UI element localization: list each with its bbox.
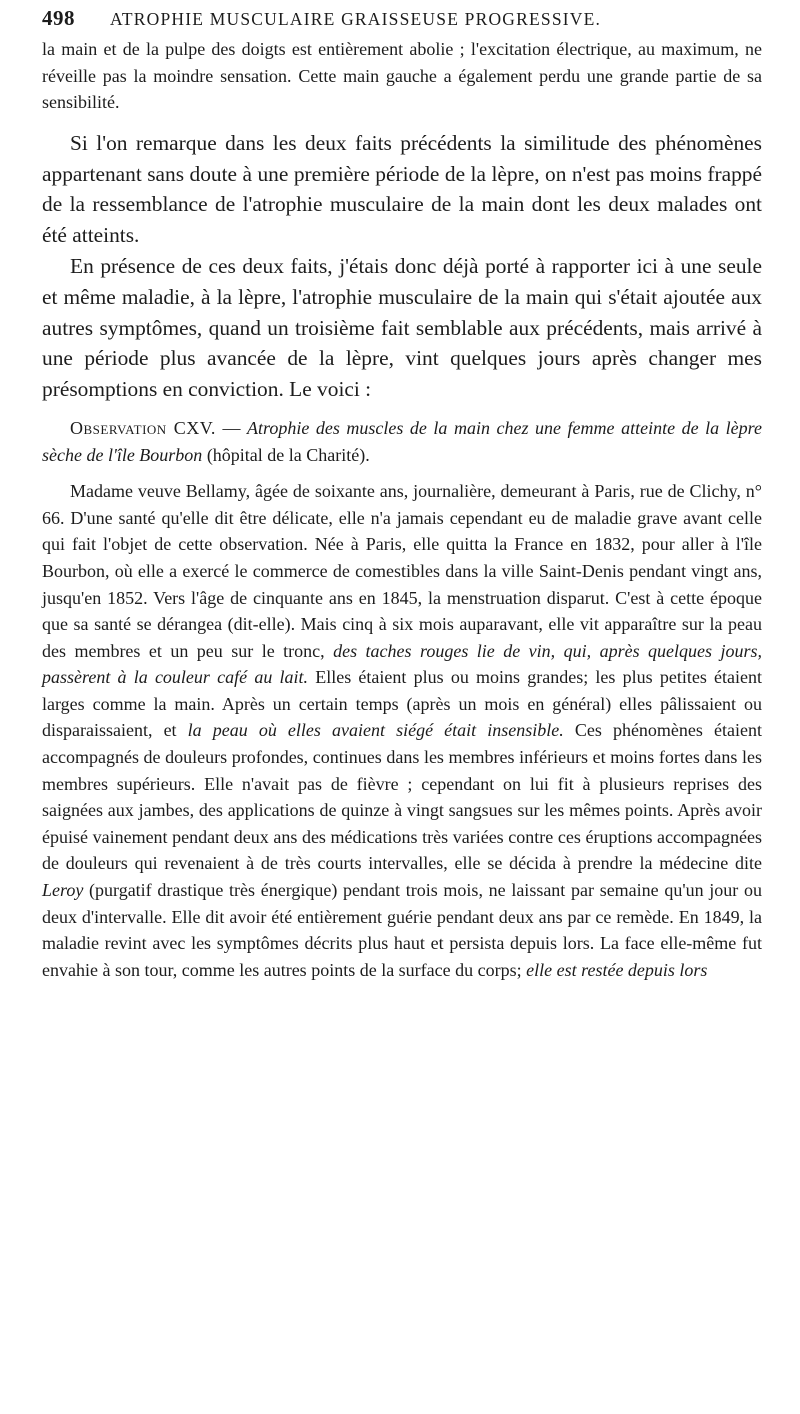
case-text-3: Ces phénomènes étaient accompagnés de douleurs profondes, continues dans les membres inférieurs et moins fortes dans les membres supérieurs. Elle n'avait pas de fièvre ; cependant on lui fit à plusieurs reprises des saignées aux jambes, des applications de quinze à vingt sangsues sur les mêmes points. Après avoir épuisé vainement pendant deux ans des médications très variées contre ces éruptions accompagnées de douleurs qui revenaient à de très courts intervalles, elle se décida à prendre la médecine dite bbox=[42, 720, 762, 874]
page-number: 498 bbox=[42, 6, 75, 30]
case-text-1: Madame veuve Bellamy, âgée de soixante ans, journalière, demeurant à Paris, rue de Clichy, n° 66. D'une santé qu'elle dit être délicate, elle n'a jamais cependant eu de maladie grave avant celle qui fait l'objet de cette observation. Née à Paris, elle quitta la France en 1832, pour aller à l'île Bourbon, où elle a exercé le commerce de comestibles dans la ville Saint-Denis pendant vingt ans, jusqu'en 1852. Vers l'âge de cinquante ans en 1845, la menstruation disparut. C'est à cette époque que sa santé se dérangea (dit-elle). Mais cinq à six mois auparavant, elle vit apparaître sur la peau des membres et un peu sur le tronc, bbox=[42, 481, 762, 661]
paragraph-similitude: Si l'on remarque dans les deux faits précédents la similitude des phénomènes appartenant sans doute à une première période de la lèpre, on n'est pas moins frappé de la ressemblance de l'atrophie musculaire de la main dont les deux malades ont été atteints. bbox=[42, 130, 762, 248]
observation-heading bbox=[42, 415, 762, 468]
case-text-4: (purgatif drastique très énergique) pendant trois mois, ne laissant par semaine qu'un jour ou deux d'intervalle. Elle dit avoir été entièrement guérie pendant deux ans par ce remède. En 1849, la maladie revint avec les symptômes décrits plus haut et persista depuis lors. La face elle-même fut envahie à son tour, comme les autres points de la surface du corps; bbox=[42, 880, 762, 980]
case-italic-4: elle est restée depuis lors bbox=[526, 959, 708, 980]
case-text-2: Elles étaient plus ou moins grandes; les plus petites étaient larges comme la main. Après un certain temps (après un mois en général) elles pâlissaient ou disparaissaient, et bbox=[42, 667, 762, 741]
case-description bbox=[42, 478, 762, 983]
case-italic-3: Leroy bbox=[42, 880, 84, 901]
paragraph-presence: En présence de ces deux faits, j'étais donc déjà porté à rapporter ici à une seule et même maladie, à la lèpre, l'atrophie musculaire de la main qui s'était ajoutée aux autres symptômes, quand un troisième fait semblable aux précédents, mais arrivé à une période plus avancée de la lèpre, vint quelques jours après changer mes présomptions en conviction. Le voici : bbox=[42, 253, 762, 402]
observation-label: Observation CXV. bbox=[70, 417, 216, 438]
case-italic-1: des taches rouges lie de vin, qui, après quelques jours, passèrent à la couleur café au lait. bbox=[42, 640, 762, 688]
paragraph-continuation: la main et de la pulpe des doigts est entièrement abolie ; l'excitation électrique, au maximum, ne réveille pas la moindre sensation. Cette main gauche a également perdu une grande partie de sa sensibilité. bbox=[42, 39, 762, 113]
observation-dash: — bbox=[215, 417, 247, 438]
running-title: ATROPHIE MUSCULAIRE GRAISSEUSE PROGRESSIVE. bbox=[110, 9, 602, 29]
running-header bbox=[42, 6, 762, 36]
case-italic-2: la peau où elles avaient siégé était insensible. bbox=[187, 720, 564, 741]
observation-title: Atrophie des muscles de la main chez une femme atteinte de la lèpre sèche de l'île Bourbon bbox=[42, 417, 762, 465]
body-text bbox=[42, 36, 762, 983]
observation-place: (hôpital de la Charité). bbox=[202, 444, 370, 465]
